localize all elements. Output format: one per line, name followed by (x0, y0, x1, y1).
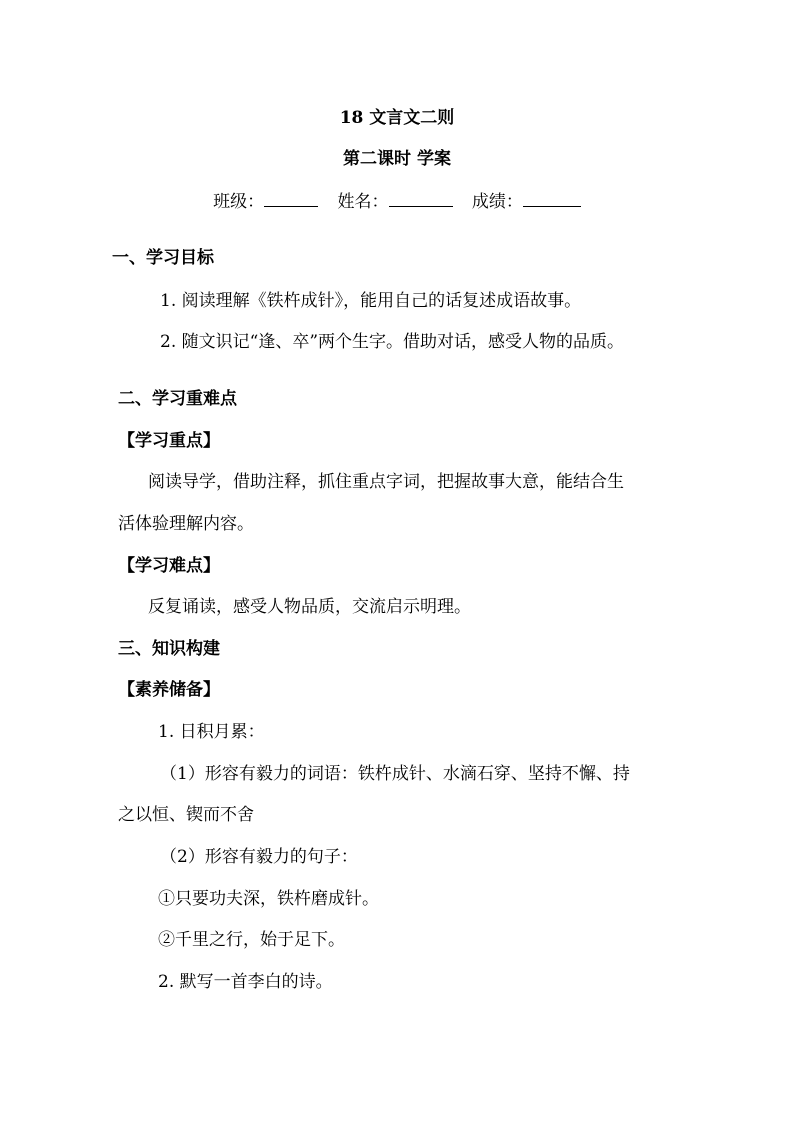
literacy-label: 【素养储备】 (118, 680, 220, 700)
perseverance-words-line1: （1）形容有毅力的词语：铁杵成针、水滴石穿、坚持不懈、持 (160, 764, 630, 784)
difficult-points-text: 反复诵读，感受人物品质，交流启示明理。 (148, 597, 471, 617)
key-points-label: 【学习重点】 (118, 431, 220, 451)
section1-heading: 一、学习目标 (112, 248, 214, 268)
score-label: 成绩： (471, 192, 523, 212)
sentence-1: ①只要功夫深，铁杵磨成针。 (158, 889, 379, 909)
class-label: 班级： (213, 192, 265, 212)
perseverance-words-line2: 之以恒、锲而不舍 (118, 805, 254, 825)
sentence-2: ②千里之行，始于足下。 (158, 930, 345, 950)
section3-item-1: 1. 日积月累： (158, 722, 265, 742)
key-points-text-line1: 阅读导学，借助注释，抓住重点字词，把握故事大意，能结合生 (148, 472, 624, 492)
student-info-row (0, 188, 794, 214)
page-subtitle: 第二课时 学案 (343, 149, 451, 169)
name-label: 姓名： (337, 192, 389, 212)
section2-heading: 二、学习重难点 (118, 389, 237, 409)
score-blank (523, 188, 581, 207)
name-blank (389, 188, 453, 207)
difficult-points-label: 【学习难点】 (118, 556, 220, 576)
section3-heading: 三、知识构建 (118, 639, 220, 659)
section1-item-1: 1. 阅读理解《铁杵成针》，能用自己的话复述成语故事。 (160, 291, 582, 311)
perseverance-sentences-heading: （2）形容有毅力的句子： (160, 847, 358, 867)
class-blank (264, 188, 318, 207)
page-title: 18 文言文二则 (339, 108, 455, 128)
key-points-text-line2: 活体验理解内容。 (118, 514, 254, 534)
section3-item-2: 2. 默写一首李白的诗。 (158, 972, 333, 992)
section1-item-2: 2. 随文识记“逢、卒”两个生字。借助对话，感受人物的品质。 (160, 332, 625, 352)
